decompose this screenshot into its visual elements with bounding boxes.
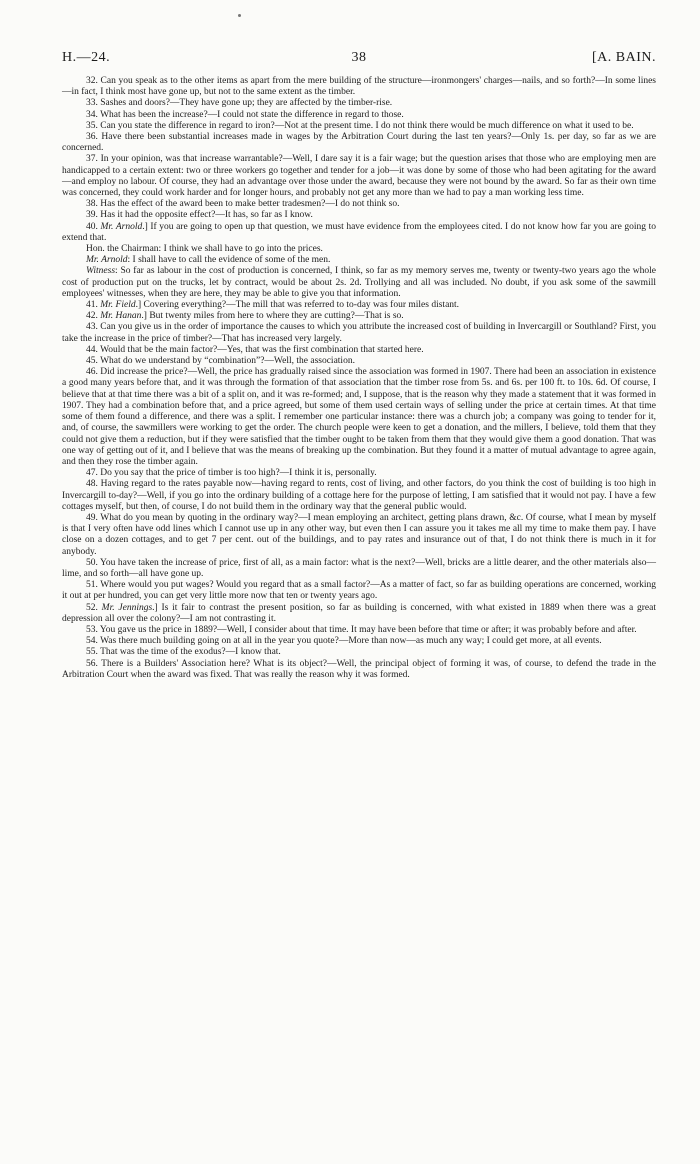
paragraph-q56: 56. There is a Builders' Association here? What is its object?—Well, the principal object of forming it was, of course, to defend the trade in the Arbitration Court when the award was fixed. That was really the reason why it was formed. — [62, 658, 656, 680]
paragraph-q46: 46. Did increase the price?—Well, the price has gradually raised since the association was formed in 1907. There had been an association in existence a good many years before that, and it was through the formation of that association that the timber rose from 5s. and 6s. per 100 ft. to 10s. 6d. Of course, I believe that at that time there was a bit of a split on, and it was re-formed; and, I suppose, that is the reason why they made a statement that it was formed in 1907. They had a combination before that, and a price agreed, but some of them used certain ways of selling under the price at certain times. At that time some of them found a difference, and there was a split. I remember one particular instance: there was a church job; a company was going to tender for it, and, of course, the sawmillers were working to get the order. The church people were keen to get a donation, and the millers, I believe, told them that they could not give them a reduction, but if they were satisfied that the timber ought to be taken from them that they would give them a good donation. That was one way of getting out of it, and I believe that was the means of breaking up the combination. But they found it a matter of mutual advantage to agree again, and then they rose the timber again. — [62, 367, 656, 467]
paragraph-q42: 42. Mr. Hanan.] But twenty miles from here to where they are cutting?—That is so. — [86, 311, 404, 322]
paragraph-q45: 45. What do we understand by “combination”?—Well, the association. — [86, 356, 355, 367]
paragraph-q36: 36. Have there been substantial increases made in wages by the Arbitration Court during the last ten years?—Only 1s. per day, so far as we are concerned. — [62, 132, 656, 154]
paragraph-q37: 37. In your opinion, was that increase warrantable?—Well, I dare say it is a fair wage; but the question arises that those who are employing men are handicapped to a certain extent: two or three workers go together and tender for a job—it was done by some of those who had been agitating for the award—and employ no labour. Of course, they had an advantage over those under the award, because they were not bound by the award. So far as their own time was concerned, they could work harder and for longer hours, and probably not get any more than we had to pay a man working less time. — [62, 154, 656, 199]
testimony-body — [62, 76, 656, 681]
witness-name: [A. BAIN. — [592, 50, 656, 65]
page-number: 38 — [351, 50, 367, 65]
paragraph-q40: 40. Mr. Arnold.] If you are going to open up that question, we must have evidence from the employees cited. I do not know how far you are going to extend that. — [62, 221, 657, 243]
page-header — [62, 50, 656, 70]
scan-speck — [238, 14, 241, 17]
paragraph-q35: 35. Can you state the difference in regard to iron?—Not at the present time. I do not think there would be much difference on what it used to be. — [86, 120, 634, 131]
paragraph-q50: 50. You have taken the increase of price, first of all, as a main factor: what is the next?—Well, bricks are a little dearer, and the other materials also—lime, and so forth—all have gone up. — [62, 557, 656, 579]
paragraph-chairman: Hon. the Chairman: I think we shall have to go into the prices. — [86, 244, 323, 255]
paragraph-arnold: Mr. Arnold: I shall have to call the evidence of some of the men. — [86, 255, 331, 266]
paragraph-q55: 55. That was the time of the exodus?—I know that. — [86, 647, 281, 658]
paragraph-q51: 51. Where would you put wages? Would you regard that as a small factor?—As a matter of fact, so far as building operations are concerned, working it out at per hundred, you can get very little more now that ten or twenty years ago. — [62, 580, 656, 602]
paragraph-witness: Witness: So far as labour in the cost of production is concerned, I think, so far as my memory serves me, twenty or twenty-two years ago the whole cost of production put on the trucks, let by contract, would be about 2s. 2d. Trollying and all was included. No doubt, if you ask some of the sawmill employees' witnesses, when they are here, they may be able to give you that information. — [62, 266, 656, 299]
paragraph-q49: 49. What do you mean by quoting in the ordinary way?—I mean employing an architect, getting plans drawn, &c. Of course, what I mean by myself is that I very often have odd lines which I cannot use up in any other way, but even then I can assure you it takes me all my time to make them pay. I have close on a dozen cottages, and to get 7 per cent. out of the buildings, and to pay rates and insurance out of that, I do not think there is much in it for anybody. — [62, 512, 656, 557]
paragraph-q54: 54. Was there much building going on at all in the year you quote?—More than now—as much any way; I could get more, at all events. — [86, 636, 602, 647]
paragraph-q34: 34. What has been the increase?—I could not state the difference in regard to those. — [86, 109, 404, 120]
paragraph-q53: 53. You gave us the price in 1889?—Well, I consider about that time. It may have been before that time or after; it was probably before and after. — [86, 624, 637, 635]
paragraph-q47: 47. Do you say that the price of timber is too high?—I think it is, personally. — [86, 468, 377, 479]
paragraph-q33: 33. Sashes and doors?—They have gone up; they are affected by the timber-rise. — [86, 98, 393, 109]
paragraph-q48: 48. Having regard to the rates payable now—having regard to rents, cost of living, and other factors, do you think the cost of building is too high in Invercargill to-day?—Well, if you go into the ordinary building of a cottage here for the purpose of letting, I am satisfied that it would not pay. I have a few cottages myself, but then, of course, I do not build them in the ordinary way that the general public would. — [62, 479, 656, 512]
paragraph-q52: 52. Mr. Jennings.] Is it fair to contrast the present position, so far as building is concerned, with what existed in 1889 when there was a great depression all over the colony?—I am not contrasting it. — [62, 602, 656, 624]
paragraph-q43: 43. Can you give us in the order of importance the causes to which you attribute the increased cost of building in Invercargill or Southland? First, you take the increase in the price of timber?—That has increased very largely. — [62, 322, 656, 344]
paragraph-q39: 39. Has it had the opposite effect?—It has, so far as I know. — [86, 210, 313, 221]
paragraph-q41: 41. Mr. Field.] Covering everything?—The mill that was referred to to-day was four miles distant. — [86, 300, 460, 311]
paragraph-q32: 32. Can you speak as to the other items as apart from the mere building of the structure—ironmongers' charges—nails, and so forth?—In some lines—in fact, I think most have gone up, but not to the same extent as the timber. — [62, 76, 656, 98]
paragraph-q44: 44. Would that be the main factor?—Yes, that was the first combination that started here. — [86, 344, 424, 355]
report-code: H.—24. — [62, 50, 111, 65]
paragraph-q38: 38. Has the effect of the award been to make better tradesmen?—I do not think so. — [86, 199, 400, 210]
